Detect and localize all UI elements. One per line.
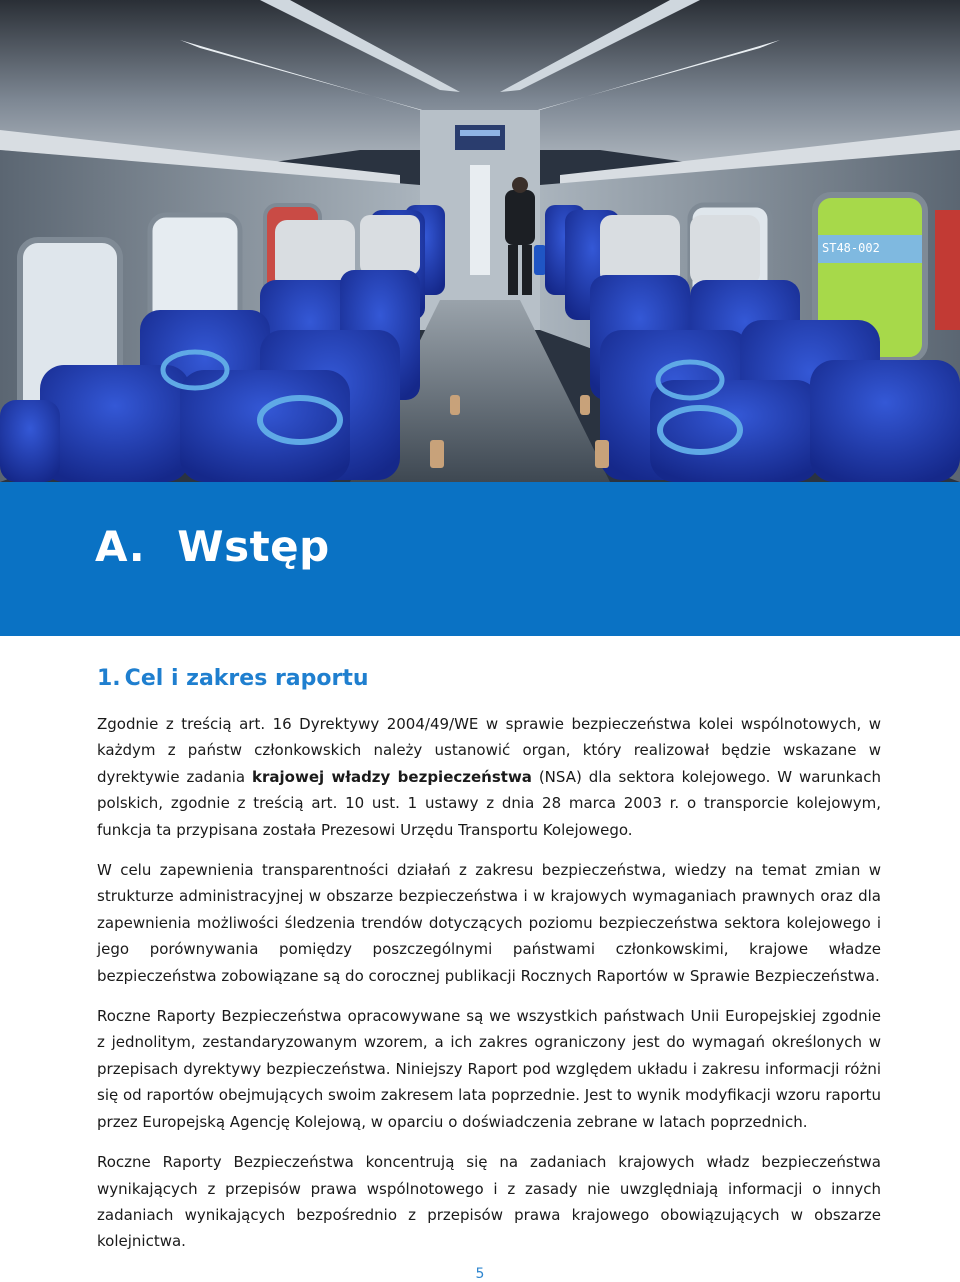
chapter-letter: A. (95, 522, 146, 571)
paragraph-1-bold: krajowej władzy bezpieczeństwa (252, 767, 532, 786)
train-interior-image (0, 0, 960, 482)
section-title (97, 666, 881, 691)
paragraph-1-start: Zgodnie z treścią art. 16 Dyrektywy 2004/49/WE w sprawie bezpieczeństwa kolei wspólnotowych, w każdym z państw członkowskich należy ustanowić organ, który realizował będzie wskazane w dyrektywie zadania (97, 715, 881, 786)
chapter-title-text: Wstęp (177, 522, 330, 571)
report-content (97, 666, 881, 1269)
section-title-text: Cel i zakres raportu (124, 666, 369, 691)
chapter-title (95, 522, 330, 571)
section-number: 1. (97, 666, 121, 691)
paragraph-1 (97, 711, 881, 843)
cover-photo (0, 0, 960, 482)
paragraph-1-end: (NSA) dla sektora kolejowego. W warunkach polskich, zgodnie z treścią art. 10 ust. 1 ustawy z dnia 28 marca 2003 r. o transporcie kolejowym, funkcja ta przypisana została Prezesowi Urzędu Transportu Kolejowego. (97, 767, 881, 839)
paragraph-3: Roczne Raporty Bezpieczeństwa opracowywane są we wszystkich państwach Unii Europejskiej zgodnie z jednolitym, zestandaryzowanym wzorem, a ich zakres ograniczony jest do wymagań określonych w przepisach dyrektywy bezpieczeństwa. Niniejszy Raport pod względem układu i zakresu informacji różni się od raportów obejmujących swoim zakresem lata poprzednie. Jest to wynik modyfikacji wzoru raportu przez Europejską Agencję Kolejową, w oparciu o doświadczenia zebrane w latach poprzednich. (97, 1007, 881, 1131)
section-heading-band (0, 482, 960, 636)
paragraph-4: Roczne Raporty Bezpieczeństwa koncentrują się na zadaniach krajowych władz bezpieczeństwa wynikających z przepisów prawa wspólnotowego i z zasady nie uwzględniają informacji o innych zadaniach wynikających bezpośrednio z przepisów prawa krajowego obowiązujących w obszarze kolejnictwa. (97, 1153, 881, 1251)
window-sign-text: ST48-002 (822, 241, 880, 255)
page-number: 5 (475, 1266, 485, 1282)
paragraph-2: W celu zapewnienia transparentności działań z zakresu bezpieczeństwa, wiedzy na temat zmian w strukturze administracyjnej w obszarze bezpieczeństwa i w krajowych wymaganiach prawnych oraz dla zapewnienia możliwości śledzenia trendów dotyczących poziomu bezpieczeństwa sektora kolejowego i jego porównywania pomiędzy poszczególnymi państwami członkowskimi, krajowe władze bezpieczeństwa zobowiązane są do corocznej publikacji Rocznych Raportów w Sprawie Bezpieczeństwa. (97, 861, 881, 985)
